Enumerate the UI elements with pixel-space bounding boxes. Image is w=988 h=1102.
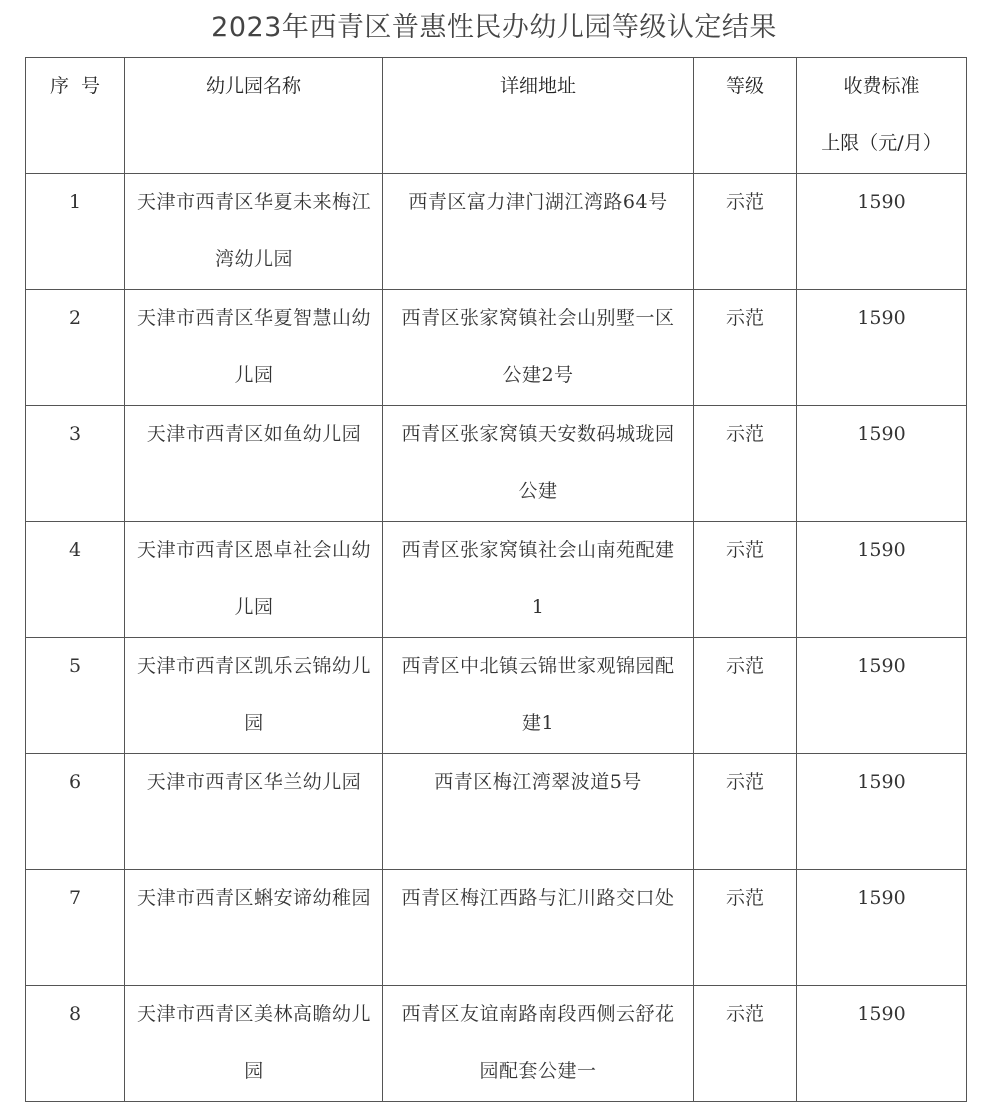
- cell-grade: [694, 870, 797, 986]
- table-row: [26, 290, 967, 406]
- cell-kindergarten-name-text: 天津市西青区如鱼幼儿园: [146, 423, 362, 445]
- cell-address-text: 西青区张家窝镇社会山别墅一区公建2号: [401, 307, 675, 386]
- cell-kindergarten-name: [125, 522, 383, 638]
- cell-seq-text: 8: [68, 1003, 82, 1025]
- table-body: [26, 174, 967, 1102]
- cell-grade-text: 示范: [725, 887, 764, 909]
- cell-fee-text: 1590: [857, 191, 906, 213]
- cell-seq: [26, 522, 125, 638]
- cell-address: [383, 290, 694, 406]
- cell-fee: [797, 174, 967, 290]
- cell-grade-text: 示范: [725, 1003, 764, 1025]
- cell-address-text: 西青区中北镇云锦世家观锦园配建1: [401, 655, 675, 734]
- header-fee: [797, 58, 967, 174]
- cell-address-text: 西青区富力津门湖江湾路64号: [408, 191, 668, 213]
- cell-fee: [797, 522, 967, 638]
- cell-seq-text: 4: [68, 539, 82, 561]
- cell-kindergarten-name-text: 天津市西青区华兰幼儿园: [146, 771, 362, 793]
- cell-kindergarten-name: [125, 174, 383, 290]
- cell-seq-text: 6: [68, 771, 82, 793]
- cell-grade-text: 示范: [725, 771, 764, 793]
- cell-fee-text: 1590: [857, 887, 906, 909]
- header-grade: 等级: [694, 58, 797, 174]
- cell-grade-text: 示范: [725, 423, 764, 445]
- cell-kindergarten-name-text: 天津市西青区蝌安谛幼稚园: [136, 887, 371, 909]
- table-row: [26, 522, 967, 638]
- cell-seq-text: 3: [68, 423, 82, 445]
- cell-grade: [694, 522, 797, 638]
- cell-fee-text: 1590: [857, 423, 906, 445]
- cell-fee-text: 1590: [857, 539, 906, 561]
- cell-fee: [797, 870, 967, 986]
- cell-seq-text: 1: [68, 191, 82, 213]
- cell-seq-text: 5: [68, 655, 82, 677]
- cell-address: [383, 986, 694, 1102]
- cell-address: [383, 870, 694, 986]
- cell-grade-text: 示范: [725, 539, 764, 561]
- header-name: 幼儿园名称: [125, 58, 383, 174]
- header-seq: 序 号: [26, 58, 125, 174]
- cell-grade-text: 示范: [725, 655, 764, 677]
- header-fee-line1: 收费标准: [843, 75, 920, 97]
- cell-kindergarten-name: [125, 290, 383, 406]
- cell-seq: [26, 986, 125, 1102]
- cell-kindergarten-name: [125, 754, 383, 870]
- header-address: 详细地址: [383, 58, 694, 174]
- cell-address-text: 西青区梅江湾翠波道5号: [434, 771, 642, 793]
- cell-seq-text: 2: [68, 307, 82, 329]
- cell-address-text: 西青区张家窝镇天安数码城珑园公建: [401, 423, 675, 502]
- cell-address: [383, 174, 694, 290]
- cell-kindergarten-name: [125, 406, 383, 522]
- cell-fee-text: 1590: [857, 1003, 906, 1025]
- page-title: 2023年西青区普惠性民办幼儿园等级认定结果: [211, 12, 777, 43]
- cell-kindergarten-name-text: 天津市西青区华夏智慧山幼儿园: [136, 307, 371, 386]
- cell-address: [383, 522, 694, 638]
- cell-kindergarten-name: [125, 870, 383, 986]
- table-row: [26, 406, 967, 522]
- cell-seq-text: 7: [68, 887, 82, 909]
- cell-kindergarten-name: [125, 986, 383, 1102]
- cell-kindergarten-name-text: 天津市西青区美林高瞻幼儿园: [136, 1003, 371, 1082]
- cell-kindergarten-name-text: 天津市西青区恩卓社会山幼儿园: [136, 539, 371, 618]
- cell-fee: [797, 290, 967, 406]
- cell-address: [383, 754, 694, 870]
- cell-address-text: 西青区友谊南路南段西侧云舒花园配套公建一: [401, 1003, 675, 1082]
- cell-grade: [694, 290, 797, 406]
- cell-fee: [797, 754, 967, 870]
- table-row: [26, 870, 967, 986]
- table-row: [26, 174, 967, 290]
- cell-seq: [26, 406, 125, 522]
- cell-grade-text: 示范: [725, 191, 764, 213]
- table-row: [26, 638, 967, 754]
- cell-fee: [797, 986, 967, 1102]
- cell-kindergarten-name: [125, 638, 383, 754]
- cell-fee-text: 1590: [857, 307, 906, 329]
- cell-kindergarten-name-text: 天津市西青区华夏未来梅江湾幼儿园: [136, 191, 371, 270]
- table-row: [26, 754, 967, 870]
- cell-seq: [26, 870, 125, 986]
- cell-grade: [694, 174, 797, 290]
- cell-grade: [694, 754, 797, 870]
- cell-grade-text: 示范: [725, 307, 764, 329]
- cell-seq: [26, 290, 125, 406]
- cell-seq: [26, 174, 125, 290]
- header-fee-line2: 上限（元/月）: [821, 132, 942, 154]
- cell-grade: [694, 406, 797, 522]
- cell-address: [383, 638, 694, 754]
- header-row: [26, 58, 967, 174]
- cell-fee-text: 1590: [857, 655, 906, 677]
- cell-seq: [26, 754, 125, 870]
- cell-fee: [797, 638, 967, 754]
- cell-address: [383, 406, 694, 522]
- table-row: [26, 986, 967, 1102]
- cell-fee-text: 1590: [857, 771, 906, 793]
- cell-kindergarten-name-text: 天津市西青区凯乐云锦幼儿园: [136, 655, 371, 734]
- cell-grade: [694, 986, 797, 1102]
- results-table: [25, 57, 967, 1102]
- cell-fee: [797, 406, 967, 522]
- cell-grade: [694, 638, 797, 754]
- cell-address-text: 西青区梅江西路与汇川路交口处: [401, 887, 675, 909]
- cell-seq: [26, 638, 125, 754]
- cell-address-text: 西青区张家窝镇社会山南苑配建1: [401, 539, 675, 618]
